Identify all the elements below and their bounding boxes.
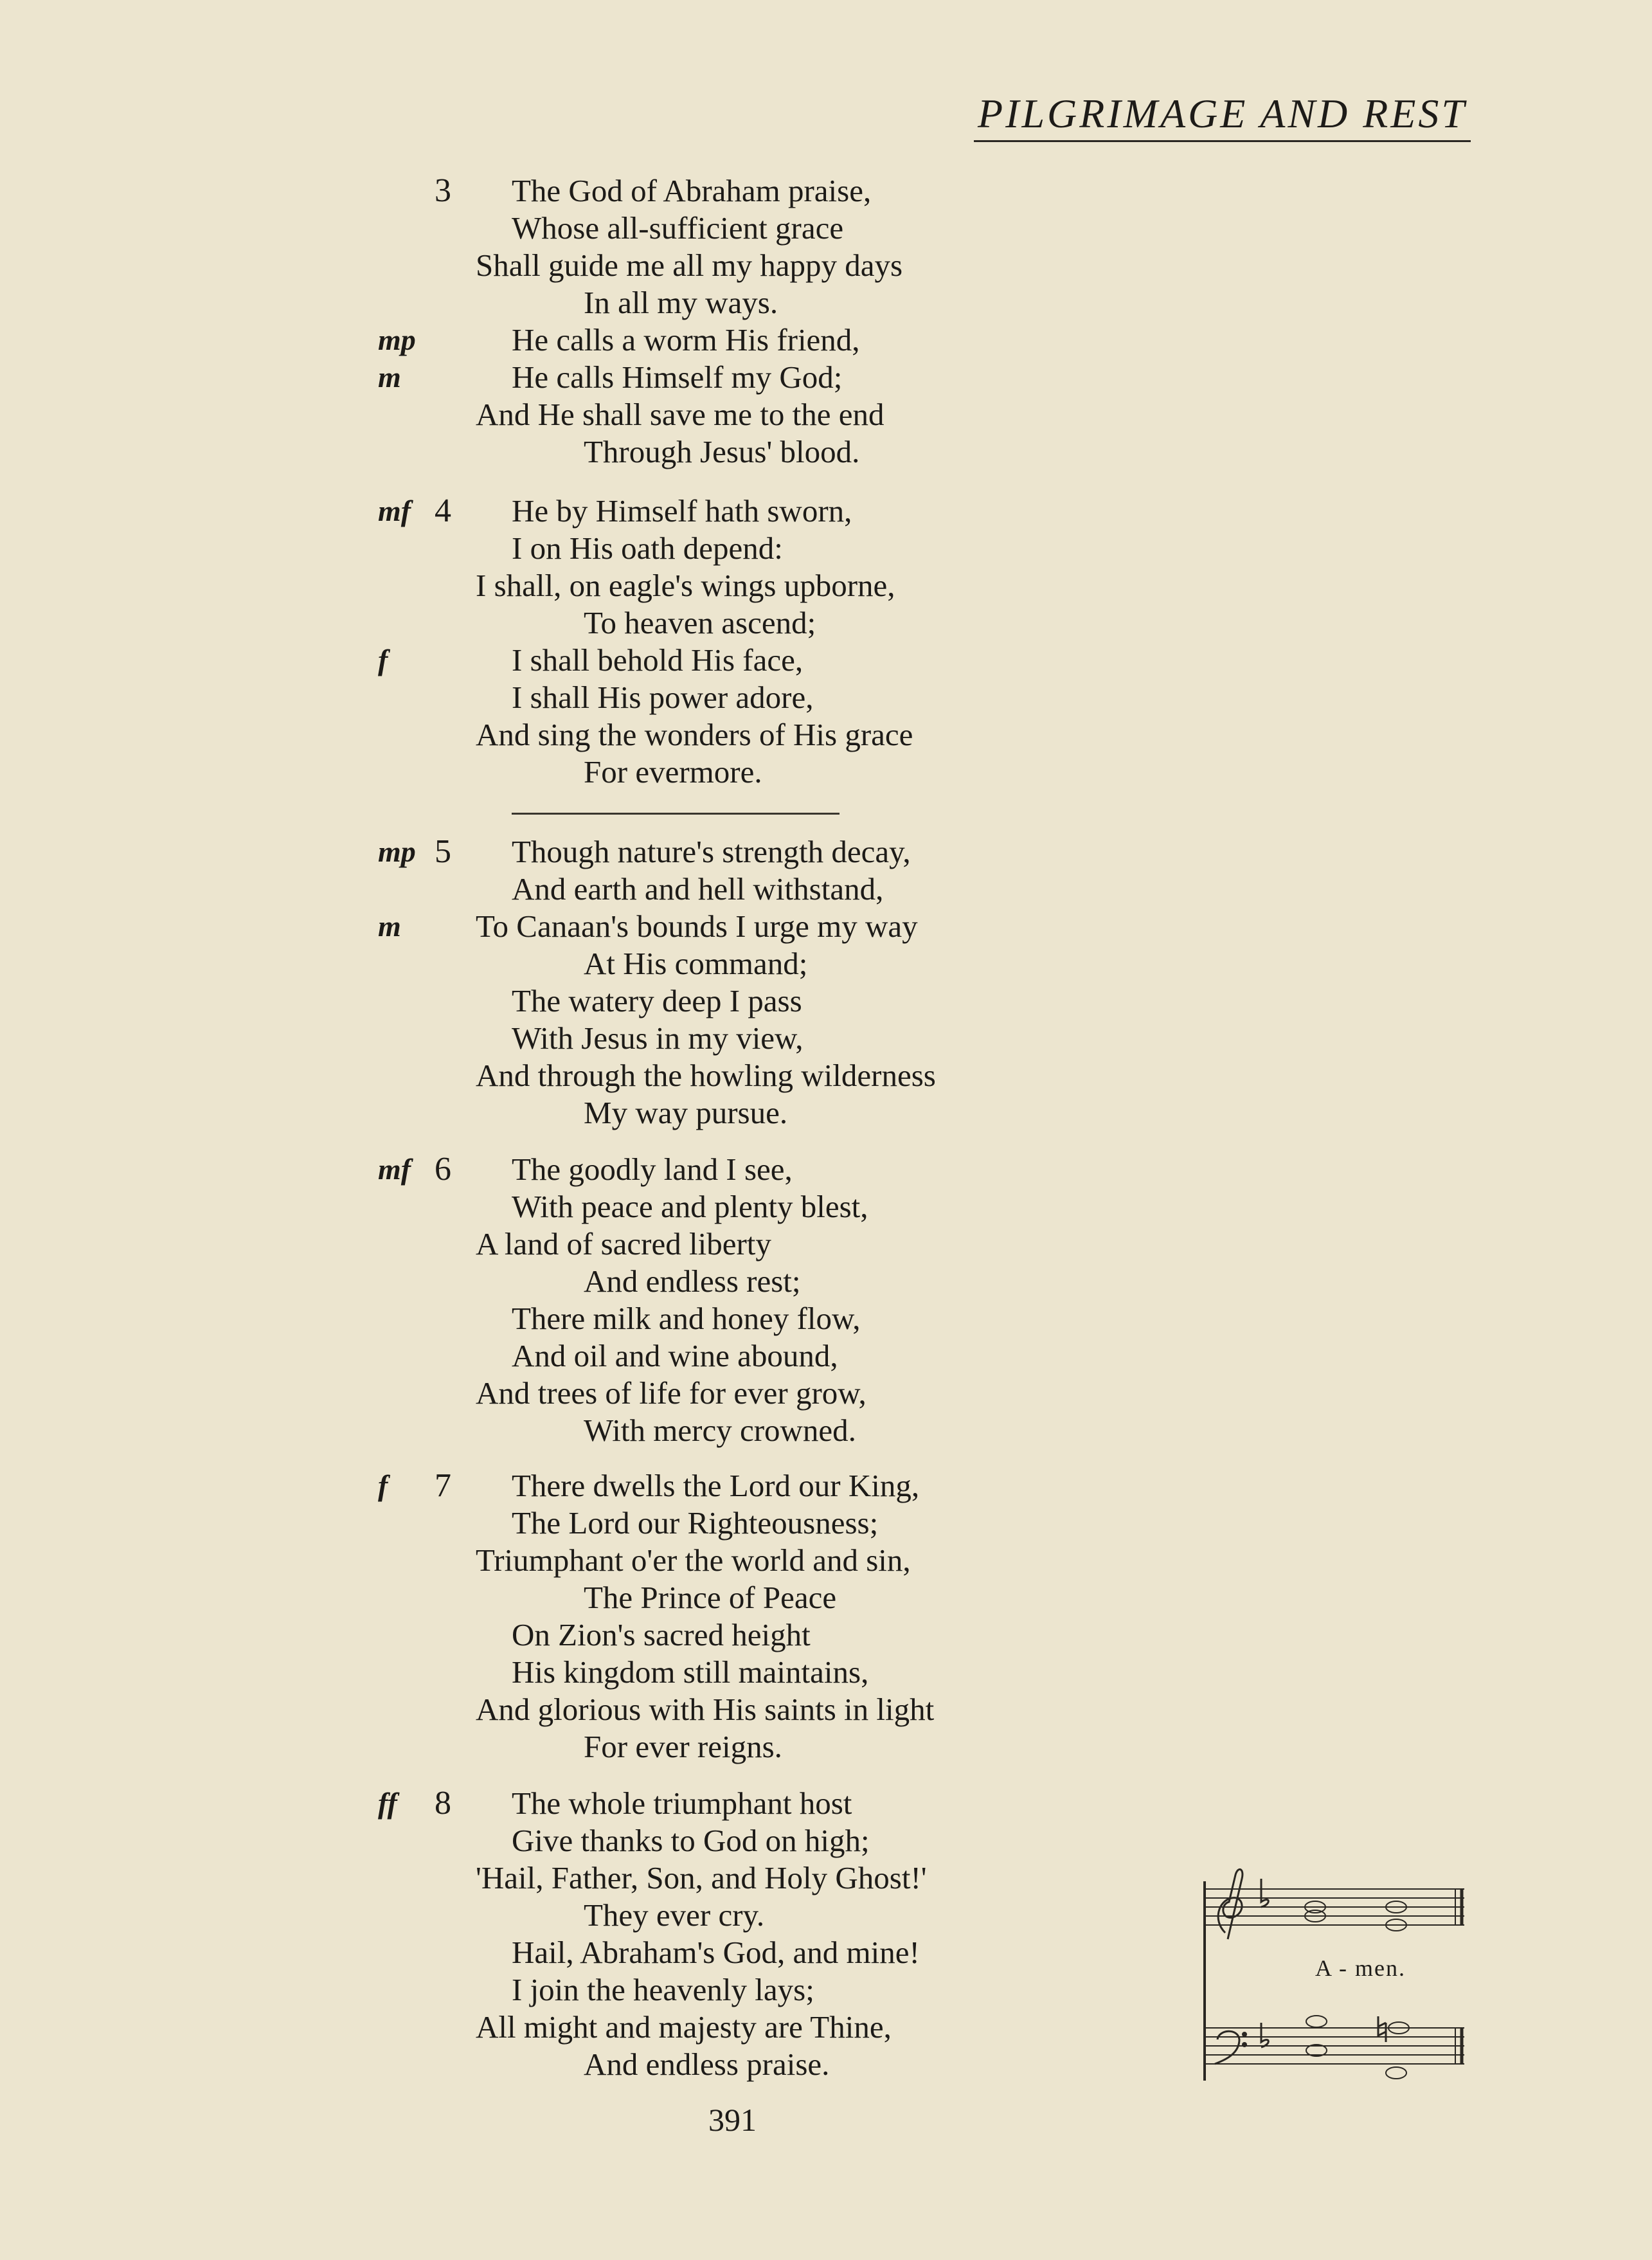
amen-music (1199, 1663, 1469, 2087)
hymn-line: And sing the wonders of His grace (476, 717, 913, 752)
verse-number: 5 (435, 833, 451, 870)
verse-number: 7 (435, 1467, 451, 1504)
hymn-line: I shall His power adore, (512, 680, 814, 715)
hymn-line: With peace and plenty blest, (512, 1189, 868, 1224)
hymn-line: All might and majesty are Thine, (476, 2009, 892, 2045)
dynamic-marking: f (378, 644, 388, 676)
hymn-line: 'Hail, Father, Son, and Holy Ghost!' (476, 1860, 927, 1895)
hymn-line: He by Himself hath sworn, (512, 493, 852, 529)
hymn-line: A land of sacred liberty (476, 1226, 771, 1261)
dynamic-marking: m (378, 910, 401, 943)
hymn-line: And endless rest; (584, 1263, 801, 1299)
amen-syllable-2: men. (1355, 1955, 1406, 1981)
hymn-line: There dwells the Lord our King, (512, 1468, 920, 1503)
hymn-line: And oil and wine abound, (512, 1338, 838, 1373)
hymn-line: The Prince of Peace (584, 1580, 837, 1615)
verse-number: 3 (435, 172, 451, 209)
hymn-line: On Zion's sacred height (512, 1617, 811, 1652)
hymn-line: His kingdom still maintains, (512, 1654, 869, 1690)
dynamic-marking: mf (378, 494, 411, 527)
section-divider (512, 813, 839, 815)
hymn-line: Triumphant o'er the world and sin, (476, 1542, 911, 1578)
amen-staff-icon (1199, 1663, 1469, 2087)
hymn-line: There milk and honey flow, (512, 1301, 861, 1336)
dynamic-marking: f (378, 1469, 388, 1502)
hymn-line: He calls Himself my God; (512, 359, 843, 395)
hymn-line: I join the heavenly lays; (512, 1972, 814, 2007)
hymn-line: Though nature's strength decay, (512, 834, 911, 869)
hymn-line: And trees of life for ever grow, (476, 1375, 866, 1411)
running-head: PILGRIMAGE AND REST (974, 90, 1471, 142)
hymn-line: For evermore. (584, 754, 762, 790)
hymn-line: I shall, on eagle's wings upborne, (476, 568, 895, 603)
hymn-line: And endless praise. (584, 2047, 830, 2082)
hymn-line: At His command; (584, 946, 808, 981)
hymn-line: The God of Abraham praise, (512, 173, 872, 208)
hymn-line: Hail, Abraham's God, and mine! (512, 1935, 920, 1970)
hymn-line: My way pursue. (584, 1095, 788, 1130)
amen-syllable-1: A (1315, 1955, 1333, 1981)
hymn-line: Give thanks to God on high; (512, 1823, 870, 1858)
page-number: 391 (708, 2102, 757, 2138)
verse-number: 8 (435, 1785, 451, 1822)
dynamic-marking: mp (378, 835, 416, 868)
hymn-line: The goodly land I see, (512, 1152, 793, 1187)
hymn-line: Whose all-sufficient grace (512, 210, 844, 246)
verse-number: 4 (435, 493, 451, 529)
hymn-line: And He shall save me to the end (476, 397, 884, 432)
verse-number: 6 (435, 1151, 451, 1188)
hymn-line: The whole triumphant host (512, 1785, 852, 1821)
dynamic-marking: mf (378, 1153, 411, 1186)
amen-lyrics (1315, 1955, 1406, 1982)
hymn-line: In all my ways. (584, 285, 778, 320)
hymn-line: And earth and hell withstand, (512, 871, 884, 907)
hymn-line: He calls a worm His friend, (512, 322, 860, 357)
hymn-line: And glorious with His saints in light (476, 1692, 935, 1727)
hymn-line: The Lord our Righteousness; (512, 1505, 879, 1541)
hymn-line: I shall behold His face, (512, 642, 804, 678)
hymn-line: For ever reigns. (584, 1729, 782, 1764)
amen-separator: - (1339, 1955, 1349, 1981)
hymn-line: With Jesus in my view, (512, 1020, 804, 1056)
dynamic-marking: ff (378, 1787, 397, 1820)
hymn-line: To heaven ascend; (584, 605, 816, 640)
hymn-line: With mercy crowned. (584, 1413, 856, 1448)
dynamic-marking: mp (378, 323, 416, 356)
hymn-line: Through Jesus' blood. (584, 434, 860, 469)
hymn-line: I on His oath depend: (512, 530, 783, 566)
hymn-line: They ever cry. (584, 1897, 765, 1933)
hymn-line: The watery deep I pass (512, 983, 802, 1018)
hymn-line: And through the howling wilderness (476, 1058, 936, 1093)
hymn-line: Shall guide me all my happy days (476, 248, 903, 283)
dynamic-marking: m (378, 361, 401, 393)
hymn-line: To Canaan's bounds I urge my way (476, 909, 918, 944)
